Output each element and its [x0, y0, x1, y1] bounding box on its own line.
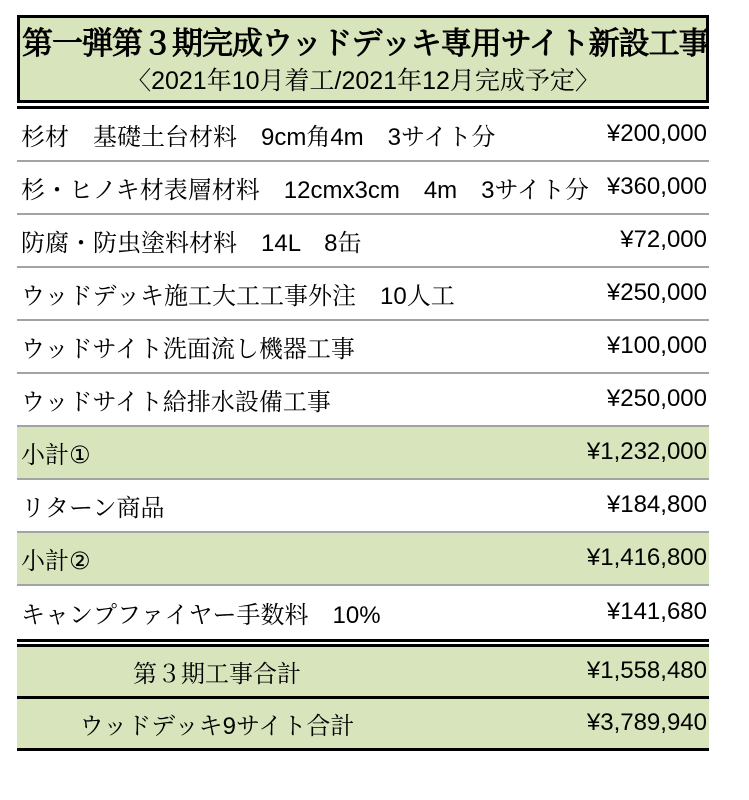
subtotal-price: ¥1,232,000: [586, 438, 707, 466]
table-row: [17, 268, 709, 321]
total-price: ¥1,558,480: [586, 657, 707, 685]
item-price: ¥184,800: [606, 491, 707, 519]
item-label: リターン商品: [21, 494, 165, 522]
total-row-grand: [17, 699, 709, 748]
table-row: [17, 215, 709, 268]
item-price: ¥360,000: [606, 173, 707, 201]
subtotal-price: ¥1,416,800: [586, 544, 707, 572]
header-banner: [17, 15, 709, 103]
subtotal-row-1: [17, 427, 709, 480]
table-row: [17, 586, 709, 639]
item-price: ¥250,000: [606, 279, 707, 307]
subtotal-row-2: [17, 533, 709, 586]
table-row: [17, 109, 709, 162]
table-row: [17, 480, 709, 533]
table-row: [17, 374, 709, 427]
item-price: ¥72,000: [620, 226, 707, 254]
estimate-sheet: [17, 15, 709, 751]
item-label: ウッドサイト給排水設備工事: [21, 388, 331, 416]
item-label: ウッドデッキ施工大工工事外注 10人工: [21, 282, 455, 310]
subtotal-label: 小計①: [21, 441, 91, 469]
item-price: ¥100,000: [606, 332, 707, 360]
item-label: 杉・ヒノキ材表層材料 12cmx3cm 4m 3サイト分: [21, 176, 589, 204]
item-label: 防腐・防虫塗料材料 14L 8缶: [21, 229, 362, 257]
total-row-phase3: [17, 647, 709, 696]
bottom-rule: [17, 748, 709, 751]
page-title: 第一弾第３期完成ウッドデッキ専用サイト新設工事: [22, 26, 709, 61]
page-subtitle: 〈2021年10月着工/2021年12月完成予定〉: [126, 67, 600, 96]
total-label: ウッドデッキ9サイト合計: [79, 712, 355, 740]
total-price: ¥3,789,940: [586, 709, 707, 737]
subtotal-label: 小計②: [21, 547, 91, 575]
item-label: キャンプファイヤー手数料 10%: [21, 601, 381, 629]
item-rows: [17, 109, 709, 639]
item-label: 杉材 基礎土台材料 9cm角4m 3サイト分: [21, 123, 496, 151]
item-label: ウッドサイト洗面流し機器工事: [21, 335, 355, 363]
item-price: ¥200,000: [606, 120, 707, 148]
total-label: 第３期工事合計: [133, 660, 301, 688]
item-price: ¥250,000: [606, 385, 707, 413]
table-row: [17, 321, 709, 374]
table-row: [17, 162, 709, 215]
totals-double-rule: [17, 639, 709, 647]
item-price: ¥141,680: [606, 598, 707, 626]
